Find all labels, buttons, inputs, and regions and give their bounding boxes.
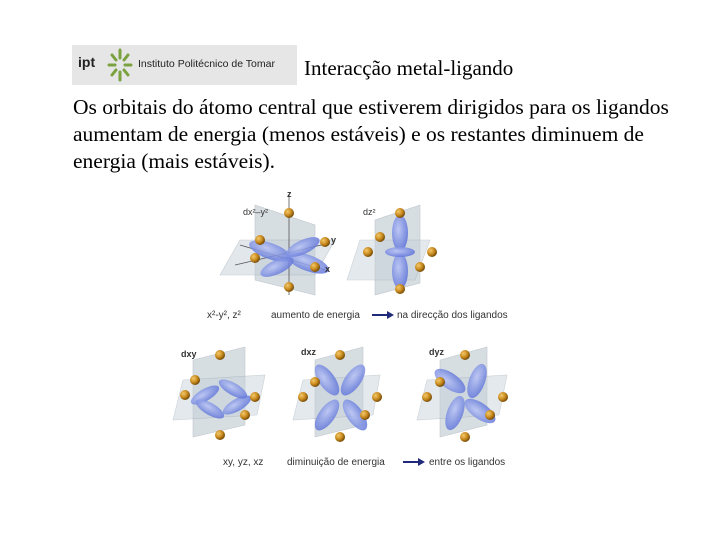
logo-abbrev: ipt — [78, 54, 96, 70]
slide-title: Interacção metal-ligando — [304, 56, 514, 80]
caption-bottom-orbitals: xy, yz, xz — [223, 457, 264, 468]
orbital-diagram — [165, 185, 540, 475]
orbital-dxz — [293, 347, 382, 442]
caption-top-text-a: aumento de energia — [271, 310, 360, 321]
orbital-dx2y2 — [220, 189, 336, 295]
logo-institution-name: Instituto Politécnico de Tomar — [138, 58, 275, 70]
arrow-right-icon — [372, 311, 394, 319]
logo-star-icon — [106, 46, 134, 84]
body-paragraph: Os orbitais do átomo central que estiverem dirigidos para os ligandos aumentam de energia (menos estáveis) e os restantes diminuem de energia (mais estáveis). — [73, 95, 669, 173]
caption-bottom-text-b: entre os ligandos — [429, 457, 506, 468]
axis-label-x: x — [325, 264, 331, 274]
arrow-right-icon — [403, 458, 425, 466]
institution-logo — [72, 45, 297, 85]
caption-top-orbitals: x²-y², z² — [207, 310, 241, 321]
orbital-figure — [165, 185, 540, 475]
label-dyz: dyz — [429, 347, 445, 357]
label-dxz: dxz — [301, 347, 317, 357]
label-dxy: dxy — [181, 349, 197, 359]
caption-bottom-text-a: diminuição de energia — [287, 457, 385, 468]
caption-top-text-b: na direcção dos ligandos — [397, 310, 508, 321]
label-dz2: dz² — [363, 207, 376, 217]
orbital-dyz — [417, 347, 508, 442]
orbital-dxy — [173, 347, 265, 440]
axis-label-y: y — [331, 235, 337, 245]
axis-label-z: z — [287, 189, 292, 199]
label-dx2y2: dx²–y² — [243, 207, 269, 217]
orbital-dz2 — [347, 205, 437, 295]
